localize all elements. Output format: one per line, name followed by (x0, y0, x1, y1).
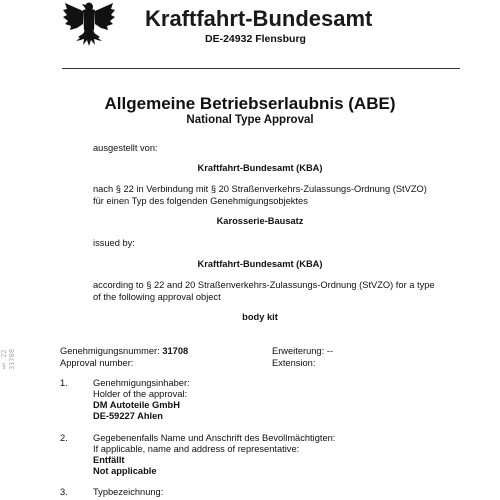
issued-by-label-de: ausgestellt von: (93, 143, 158, 153)
document-title: Allgemeine Betriebserlaubnis (ABE) (104, 94, 396, 113)
side-margin-note: § 22 31708 (0, 348, 16, 370)
authority-name: Kraftfahrt-Bundesamt (145, 6, 373, 31)
item-2-number: 2. (60, 433, 68, 443)
approval-object-de: Karosserie-Bausatz (216, 216, 304, 226)
item-3-label-de: Typbezeichnung: (93, 487, 164, 497)
item-1-value-line2: DE-59227 Ahlen (93, 411, 163, 421)
approval-object-en: body kit (242, 312, 278, 322)
item-2-value-line1: Entfällt (93, 455, 125, 465)
issuer-en: Kraftfahrt-Bundesamt (KBA) (197, 259, 323, 269)
approval-number-label-en: Approval number: (60, 358, 134, 368)
item-1-number: 1. (60, 378, 68, 388)
authority-address: DE-24932 Flensburg (205, 33, 306, 45)
extension-value: -- (326, 346, 333, 356)
issued-by-label-en: issued by: (93, 238, 135, 248)
extension-label-de: Erweiterung: (272, 346, 325, 356)
header-divider (62, 68, 460, 69)
approval-number-label-de: Genehmigungsnummer: (60, 346, 160, 356)
issuer-de: Kraftfahrt-Bundesamt (KBA) (197, 163, 323, 173)
federal-eagle-logo (61, 0, 117, 50)
item-1-value-line1: DM Autoteile GmbH (93, 400, 180, 410)
item-2-value-line2: Not applicable (93, 466, 157, 476)
approval-number-row (60, 346, 188, 356)
item-3-number: 3. (60, 487, 68, 497)
legal-basis-en-line1: according to § 22 and 20 Straßenverkehrs-Zulassungs-Ordnung (StVZO) for a type (93, 280, 435, 290)
item-1-label-de: Genehmigungsinhaber: (93, 378, 190, 388)
item-2-label-de: Gegebenenfalls Name und Anschrift des Bevollmächtigten: (93, 433, 336, 443)
approval-number-value: 31708 (162, 346, 189, 356)
extension-label-en: Extension: (272, 358, 316, 368)
document-subtitle: National Type Approval (186, 114, 314, 126)
item-1-label-en: Holder of the approval: (93, 389, 188, 399)
legal-basis-de-line2: für einen Typ des folgenden Genehmigungsobjektes (93, 196, 308, 206)
extension-row (272, 346, 333, 356)
legal-basis-en-line2: of the following approval object (93, 292, 221, 302)
legal-basis-de-line1: nach § 22 in Verbindung mit § 20 Straßenverkehrs-Zulassungs-Ordnung (StVZO) (93, 184, 427, 194)
item-2-label-en: If applicable, name and address of representative: (93, 444, 300, 454)
